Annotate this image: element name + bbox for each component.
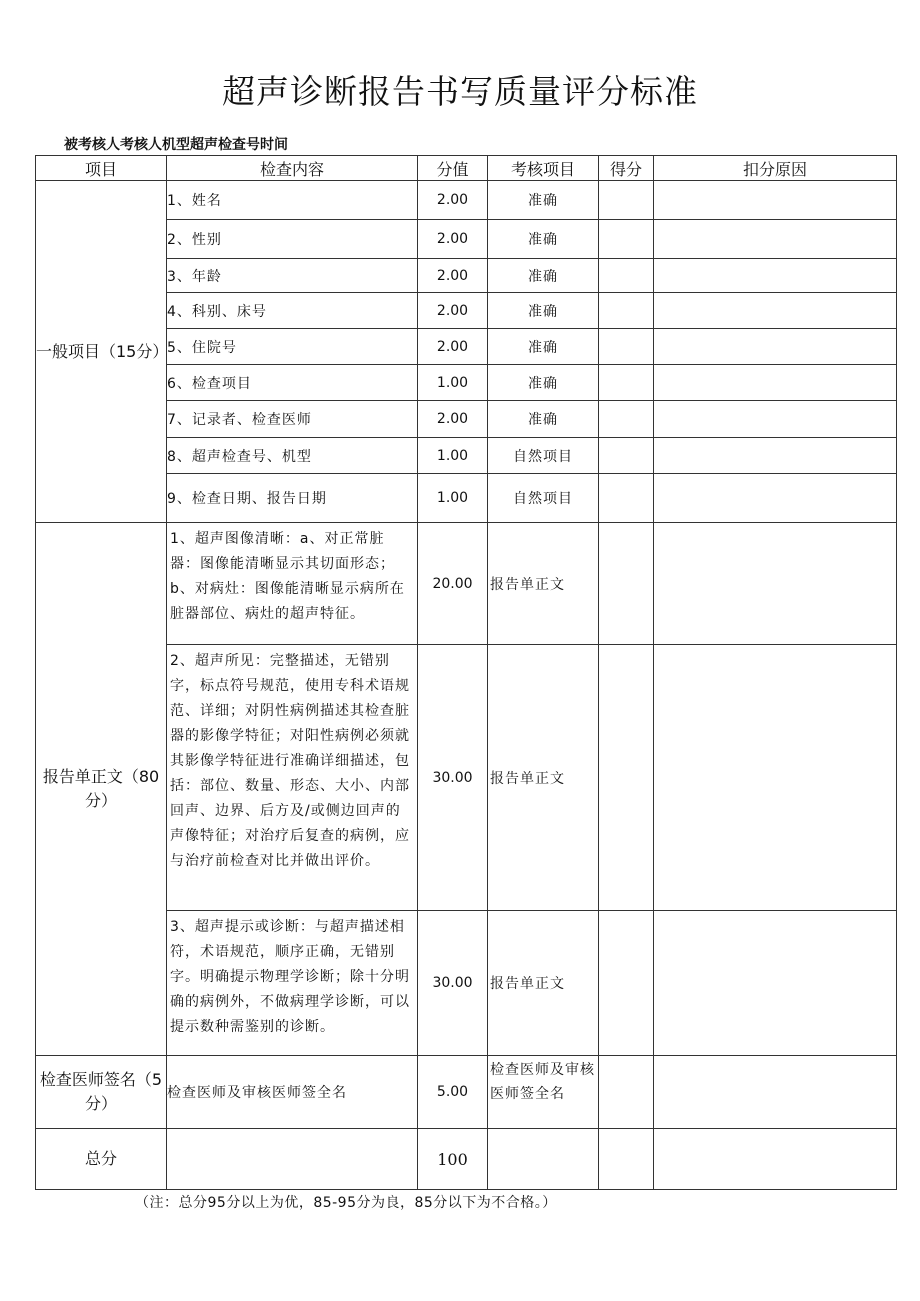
total-assess-empty [488, 1129, 599, 1190]
content-cell: 2、性别 [167, 220, 418, 259]
score-cell: 1.00 [418, 438, 488, 474]
content-cell: 1、姓名 [167, 181, 418, 220]
reason-input[interactable] [654, 365, 897, 401]
page-title: 超声诊断报告书写质量评分标准 [222, 72, 698, 111]
reason-input[interactable] [654, 645, 897, 911]
score-cell: 2.00 [418, 401, 488, 438]
score-cell: 2.00 [418, 181, 488, 220]
assess-cell: 准确 [488, 293, 599, 329]
points-input[interactable] [599, 474, 654, 523]
assess-cell: 准确 [488, 181, 599, 220]
score-cell: 30.00 [418, 645, 488, 911]
points-input[interactable] [599, 1056, 654, 1129]
total-points-input[interactable] [599, 1129, 654, 1190]
reason-input[interactable] [654, 1056, 897, 1129]
assess-cell: 准确 [488, 365, 599, 401]
content-cell: 3、年龄 [167, 259, 418, 293]
reason-input[interactable] [654, 293, 897, 329]
assess-cell: 报告单正文 [488, 911, 599, 1056]
header-reason: 扣分原因 [654, 156, 897, 181]
header-points: 得分 [599, 156, 654, 181]
content-cell: 9、检查日期、报告日期 [167, 474, 418, 523]
content-cell: 4、科别、床号 [167, 293, 418, 329]
points-input[interactable] [599, 401, 654, 438]
assess-cell: 检查医师及审核医师签全名 [488, 1056, 599, 1129]
table-row [36, 523, 897, 645]
assess-cell: 准确 [488, 259, 599, 293]
points-input[interactable] [599, 329, 654, 365]
points-input[interactable] [599, 181, 654, 220]
score-cell: 1.00 [418, 474, 488, 523]
reason-input[interactable] [654, 401, 897, 438]
scoring-table [35, 155, 897, 1190]
score-cell: 20.00 [418, 523, 488, 645]
content-cell: 6、检查项目 [167, 365, 418, 401]
total-reason-input[interactable] [654, 1129, 897, 1190]
reason-input[interactable] [654, 329, 897, 365]
total-value: 100 [418, 1129, 488, 1190]
score-cell: 5.00 [418, 1056, 488, 1129]
header-content: 检查内容 [167, 156, 418, 181]
points-input[interactable] [599, 259, 654, 293]
assess-cell: 报告单正文 [488, 645, 599, 911]
category-signature: 检查医师签名（5分） [36, 1056, 167, 1129]
total-content-empty [167, 1129, 418, 1190]
header-assess: 考核项目 [488, 156, 599, 181]
category-report: 报告单正文（80分） [36, 523, 167, 1056]
total-row [36, 1129, 897, 1190]
assess-cell: 准确 [488, 329, 599, 365]
reason-input[interactable] [654, 911, 897, 1056]
content-cell: 检查医师及审核医师签全名 [167, 1056, 418, 1129]
content-cell: 5、住院号 [167, 329, 418, 365]
reason-input[interactable] [654, 181, 897, 220]
total-label: 总分 [36, 1129, 167, 1190]
grading-note: （注：总分95分以上为优，85-95分为良，85分以下为不合格。） [135, 1195, 557, 1211]
assess-cell: 自然项目 [488, 474, 599, 523]
content-cell: 1、超声图像清晰：a、对正常脏器：图像能清晰显示其切面形态；b、对病灶：图像能清晰显示病所在脏器部位、病灶的超声特征。 [167, 523, 418, 645]
assess-cell: 准确 [488, 401, 599, 438]
reason-input[interactable] [654, 523, 897, 645]
table-row [36, 181, 897, 220]
points-input[interactable] [599, 220, 654, 259]
score-cell: 2.00 [418, 220, 488, 259]
score-cell: 2.00 [418, 259, 488, 293]
assess-cell: 准确 [488, 220, 599, 259]
assess-cell: 自然项目 [488, 438, 599, 474]
content-cell: 8、超声检查号、机型 [167, 438, 418, 474]
score-cell: 2.00 [418, 329, 488, 365]
header-score: 分值 [418, 156, 488, 181]
points-input[interactable] [599, 523, 654, 645]
content-cell: 7、记录者、检查医师 [167, 401, 418, 438]
assess-cell: 报告单正文 [488, 523, 599, 645]
reason-input[interactable] [654, 474, 897, 523]
score-cell: 30.00 [418, 911, 488, 1056]
header-item: 项目 [36, 156, 167, 181]
points-input[interactable] [599, 645, 654, 911]
category-general: 一般项目（15分） [36, 181, 167, 523]
points-input[interactable] [599, 293, 654, 329]
points-input[interactable] [599, 365, 654, 401]
reason-input[interactable] [654, 438, 897, 474]
examinee-info-line: 被考核人考核人机型超声检查号时间 [64, 137, 288, 153]
content-cell: 2、超声所见：完整描述，无错别字，标点符号规范，使用专科术语规范、详细；对阴性病例描述其检查脏器的影像学特征；对阳性病例必须就其影像学特征进行准确详细描述，包括：部位、数量、形态、大小、内部回声、边界、后方及/或侧边回声的声像特征；对治疗后复查的病例，应与治疗前检查对比并做出评价。 [167, 645, 418, 911]
points-input[interactable] [599, 911, 654, 1056]
table-row [36, 1056, 897, 1129]
score-cell: 1.00 [418, 365, 488, 401]
points-input[interactable] [599, 438, 654, 474]
reason-input[interactable] [654, 220, 897, 259]
content-cell: 3、超声提示或诊断：与超声描述相符，术语规范，顺序正确，无错别字。明确提示物理学诊断；除十分明确的病例外，不做病理学诊断，可以提示数种需鉴别的诊断。 [167, 911, 418, 1056]
reason-input[interactable] [654, 259, 897, 293]
score-cell: 2.00 [418, 293, 488, 329]
header-row [36, 156, 897, 181]
